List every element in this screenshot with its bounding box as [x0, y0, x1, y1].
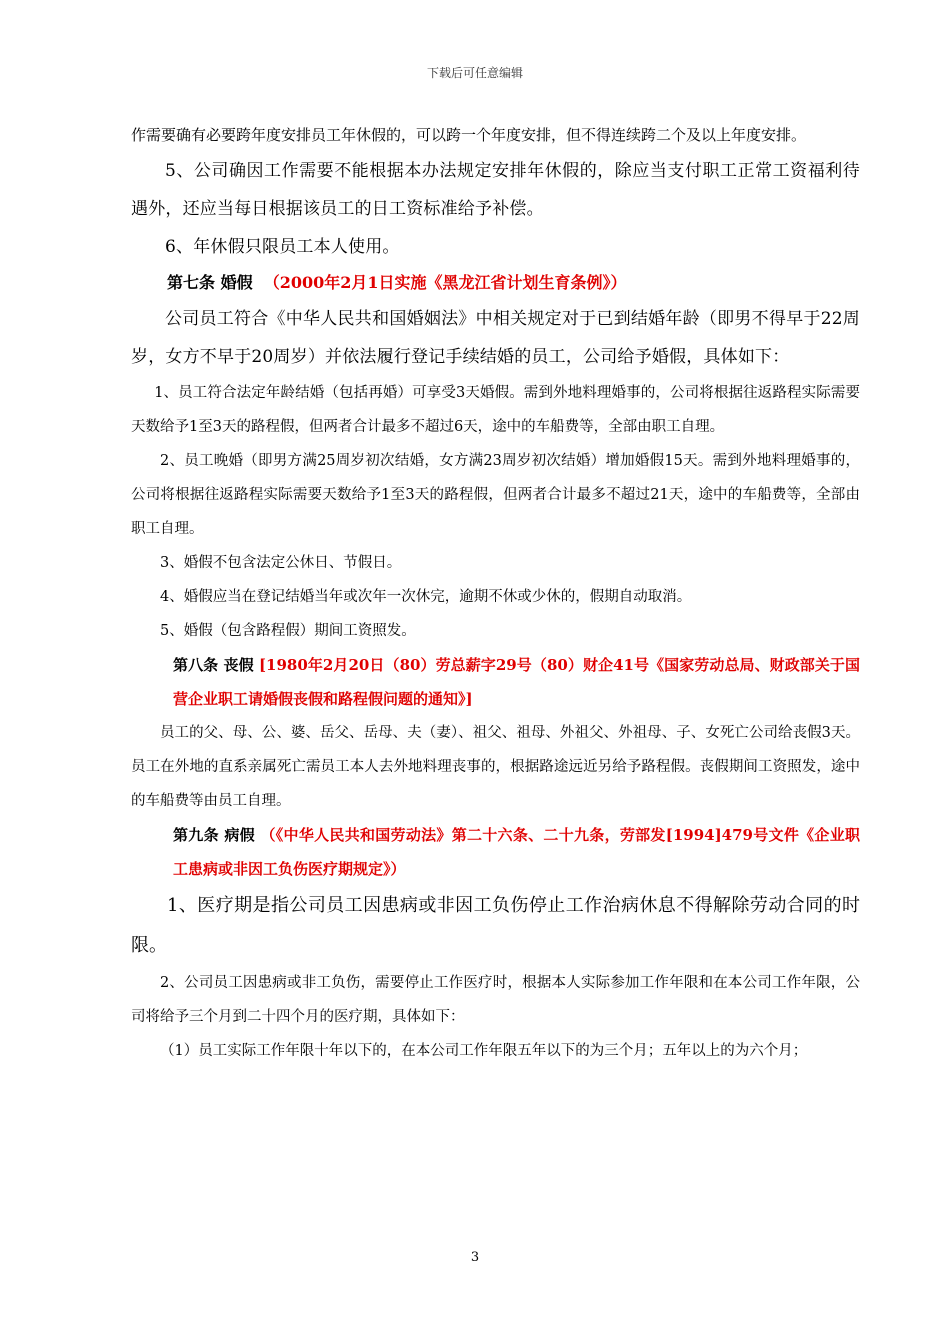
document-body	[131, 118, 860, 1068]
article-title: 第九条 病假	[173, 826, 255, 844]
article-8-heading	[131, 648, 860, 716]
paragraph: 2、公司员工因患病或非工负伤，需要停止工作医疗时，根据本人实际参加工作年限和在本公司工作年限，公司将给予三个月到二十四个月的医疗期，具体如下：	[131, 975, 860, 1025]
paragraph: 1、员工符合法定年龄结婚（包括再婚）可享受3天婚假。需到外地料理婚事的，公司将根据往返路程实际需要天数给予1至3天的路程假，但两者合计最多不超过6天，途中的车船费等，全部由职工自理。	[131, 385, 860, 435]
paragraph: 5、婚假（包含路程假）期间工资照发。	[160, 623, 416, 639]
article-7-heading	[131, 266, 860, 300]
article-reference: [1980年2月20日（80）劳总薪字29号（80）财企41号《国家劳动总局、财政部关于国营企业职工请婚假丧假和路程假问题的通知》]	[173, 656, 860, 708]
paragraph: 作需要确有必要跨年度安排员工年休假的，可以跨一个年度安排，但不得连续跨二个及以上年度安排。	[131, 126, 807, 144]
paragraph: 3、婚假不包含法定公休日、节假日。	[160, 555, 402, 571]
page-number: 3	[470, 1250, 480, 1265]
article-title: 第八条 丧假	[173, 656, 254, 674]
paragraph: 2、员工晚婚（即男方满25周岁初次结婚，女方满23周岁初次结婚）增加婚假15天。需到外地料理婚事的，公司将根据往返路程实际需要天数给予1至3天的路程假，但两者合计最多不超过21天，途中的车船费等，全部由职工自理。	[131, 453, 860, 537]
paragraph: 6、年休假只限员工本人使用。	[165, 237, 400, 257]
page-header: 下载后可任意编辑	[426, 66, 523, 80]
article-9-heading	[131, 818, 860, 886]
paragraph: 5、公司确因工作需要不能根据本办法规定安排年休假的，除应当支付职工正常工资福利待遇外，还应当每日根据该员工的日工资标准给予补偿。	[131, 161, 860, 219]
paragraph: 4、婚假应当在登记结婚当年或次年一次休完，逾期不休或少休的，假期自动取消。	[160, 589, 692, 605]
paragraph: 公司员工符合《中华人民共和国婚姻法》中相关规定对于已到结婚年龄（即男不得早于22周岁，女方不早于20周岁）并依法履行登记手续结婚的员工，公司给予婚假，具体如下：	[131, 309, 860, 367]
article-reference: （2000年2月1日实施《黑龙江省计划生育条例》）	[263, 273, 627, 292]
paragraph: （1）员工实际工作年限十年以下的，在本公司工作年限五年以下的为三个月；五年以上的为六个月；	[160, 1043, 808, 1059]
paragraph: 员工的父、母、公、婆、岳父、岳母、夫（妻）、祖父、祖母、外祖父、外祖母、子、女死亡公司给丧假3天。员工在外地的直系亲属死亡需员工本人去外地料理丧事的，根据路途远近另给予路程假。丧假期间工资照发，途中的车船费等由员工自理。	[131, 725, 860, 809]
paragraph: 1、医疗期是指公司员工因患病或非因工负伤停止工作治病休息不得解除劳动合同的时限。	[131, 895, 860, 956]
article-reference: （《中华人民共和国劳动法》第二十六条、二十九条，劳部发[1994]479号文件《企业职工患病或非因工负伤医疗期规定》）	[173, 826, 860, 878]
article-title: 第七条 婚假	[167, 273, 253, 292]
